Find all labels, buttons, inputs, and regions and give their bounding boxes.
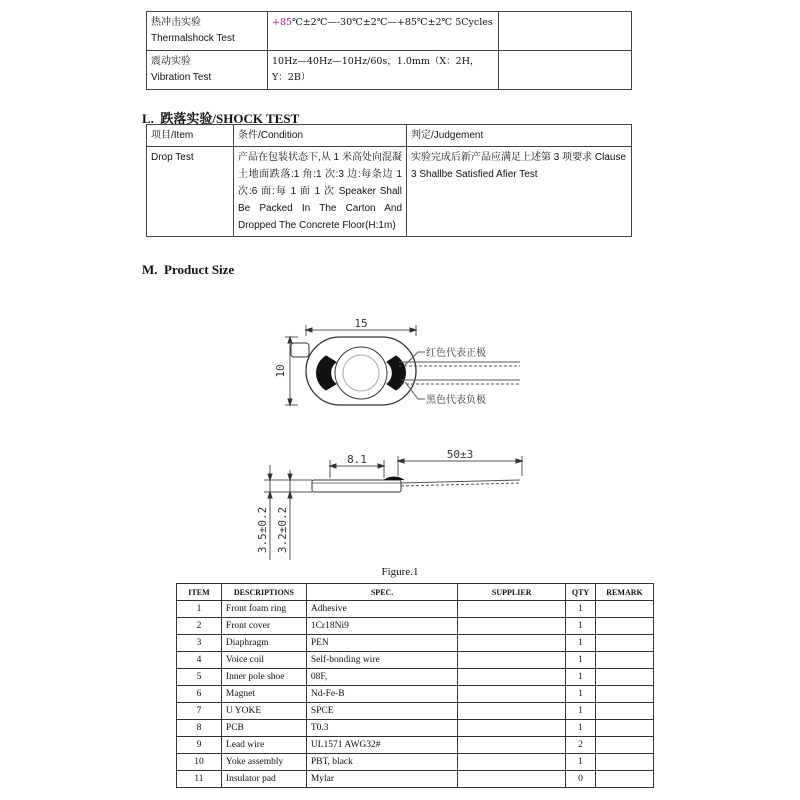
item-cell: 4 [177,652,222,669]
item-cell: 7 [177,703,222,720]
remark-cell [596,601,654,618]
item-cell: 9 [177,737,222,754]
speaker-top-view [285,325,520,405]
test-name-cell [147,51,268,90]
dim-wire-label: 50±3 [446,448,474,461]
test-name-cn: 震动实验 [151,56,191,67]
description-cell: Voice coil [221,652,306,669]
supplier-cell [458,618,566,635]
qty-cell: 1 [566,720,596,737]
spec-cell: UL1571 AWG32# [306,737,458,754]
remark-cell [596,737,654,754]
description-cell: Yoke assembly [221,754,306,771]
supplier-cell [458,771,566,788]
table-row [177,703,654,720]
table-row [177,754,654,771]
supplier-cell [458,754,566,771]
spec-cell: Mylar [306,771,458,788]
dim-total-thickness-label: 3.5±0.2 [256,506,269,554]
column-header: QTY [566,584,596,601]
table-row [177,720,654,737]
section-letter: L. [142,111,154,126]
spec-cell: SPCE [306,703,458,720]
supplier-cell [458,669,566,686]
description-cell: Lead wire [221,737,306,754]
supplier-cell [458,635,566,652]
column-header: DESCRIPTIONS [221,584,306,601]
remark-cell [596,720,654,737]
column-header: 项目/Item [147,125,234,147]
section-title: Product Size [164,262,235,277]
speaker-side-view [264,456,522,560]
supplier-cell [458,601,566,618]
item-cell: 10 [177,754,222,771]
qty-cell: 1 [566,635,596,652]
condition-highlight: +85 [272,17,293,28]
item-cell: Drop Test [147,147,234,237]
remark-cell [596,669,654,686]
condition-text: ℃±2℃—-30℃±2℃—+85℃±2℃ 5Cycles [292,17,493,28]
remark-cell [596,652,654,669]
qty-cell: 2 [566,737,596,754]
spec-cell: T0.3 [306,720,458,737]
column-header: ITEM [177,584,222,601]
qty-cell: 1 [566,703,596,720]
spec-cell: Nd-Fe-B [306,686,458,703]
column-header: SUPPLIER [458,584,566,601]
bom-body [177,601,654,788]
remark-cell [596,635,654,652]
column-header: SPEC. [306,584,458,601]
spec-cell: Adhesive [306,601,458,618]
remark-cell [596,771,654,788]
table-row [147,51,632,90]
section-title: 跌落实验/SHOCK TEST [160,111,300,126]
table-row [177,652,654,669]
supplier-cell [458,720,566,737]
dim-height-label: 10 [274,364,287,378]
remark-cell [596,754,654,771]
description-cell: Magnet [221,686,306,703]
qty-cell: 0 [566,771,596,788]
dim-body-label: 8.1 [347,453,367,466]
spec-cell: 08F, [306,669,458,686]
shock-test-table [146,124,632,237]
table-row [177,601,654,618]
test-name-cn: 热冲击实验 [151,17,201,28]
bom-table [176,583,654,788]
table-row [177,669,654,686]
dim-width-label: 15 [354,317,368,330]
supplier-cell [458,686,566,703]
column-header: 条件/Condition [234,125,407,147]
table-row [147,12,632,51]
item-cell: 1 [177,601,222,618]
qty-cell: 1 [566,618,596,635]
item-cell: 5 [177,669,222,686]
test-condition-cell [268,51,499,90]
description-cell: Front foam ring [221,601,306,618]
figure-caption: Figure.1 [381,566,419,578]
section-letter: M. [142,262,158,277]
spec-cell: PEN [306,635,458,652]
section-heading-product-size [142,262,234,278]
item-cell: 3 [177,635,222,652]
table-row [177,635,654,652]
description-cell: U YOKE [221,703,306,720]
test-name-cell [147,12,268,51]
column-header: 判定/Judgement [407,125,632,147]
condition-cell: 产品在包装状态下,从 1 米高处向混凝土地面跌落:1 角:1 次:3 边:每条边 1 次:6 面:每 1 面 1 次 Speaker Shall Be Packed In The Carton And Dropped The Concrete Floor(H:1m) [234,147,407,237]
table-row [177,737,654,754]
env-test-table [146,11,632,90]
test-condition-cell [268,12,499,51]
supplier-cell [458,737,566,754]
test-name-en: Vibration Test [151,72,212,83]
red-wire-label: 红色代表正极 [426,348,486,359]
table-row [177,771,654,788]
spec-cell: Self-bonding wire [306,652,458,669]
item-cell: 2 [177,618,222,635]
remark-cell [596,686,654,703]
test-name-en: Thermalshock Test [151,33,235,44]
description-cell: Front cover [221,618,306,635]
description-cell: Insulator pad [221,771,306,788]
remark-cell [596,703,654,720]
judgement-cell: 实验完成后新产品应满足上述第 3 项要求 Clause 3 Shallbe Satisfied Afier Test [407,147,632,237]
item-cell: 11 [177,771,222,788]
column-header: REMARK [596,584,654,601]
black-wire-label: 黑色代表负极 [426,395,486,406]
item-cell: 8 [177,720,222,737]
remark-cell [596,618,654,635]
test-judgement-cell [499,12,632,51]
table-row [147,147,632,237]
qty-cell: 1 [566,686,596,703]
qty-cell: 1 [566,669,596,686]
qty-cell: 1 [566,652,596,669]
description-cell: Inner pole shoe [221,669,306,686]
dim-body-thickness-label: 3.2±0.2 [276,506,289,554]
table-row [177,686,654,703]
product-size-drawing [0,280,800,580]
description-cell: PCB [221,720,306,737]
table-header-row [177,584,654,601]
condition-text: 10Hz—40Hz—10Hz/60s，1.0mm（X：2H，Y：2B） [272,56,480,83]
qty-cell: 1 [566,601,596,618]
qty-cell: 1 [566,754,596,771]
spec-cell: 1Cr18Ni9 [306,618,458,635]
supplier-cell [458,652,566,669]
spec-cell: PBT, black [306,754,458,771]
item-cell: 6 [177,686,222,703]
table-header-row [147,125,632,147]
test-judgement-cell [499,51,632,90]
description-cell: Diaphragm [221,635,306,652]
supplier-cell [458,703,566,720]
table-row [177,618,654,635]
